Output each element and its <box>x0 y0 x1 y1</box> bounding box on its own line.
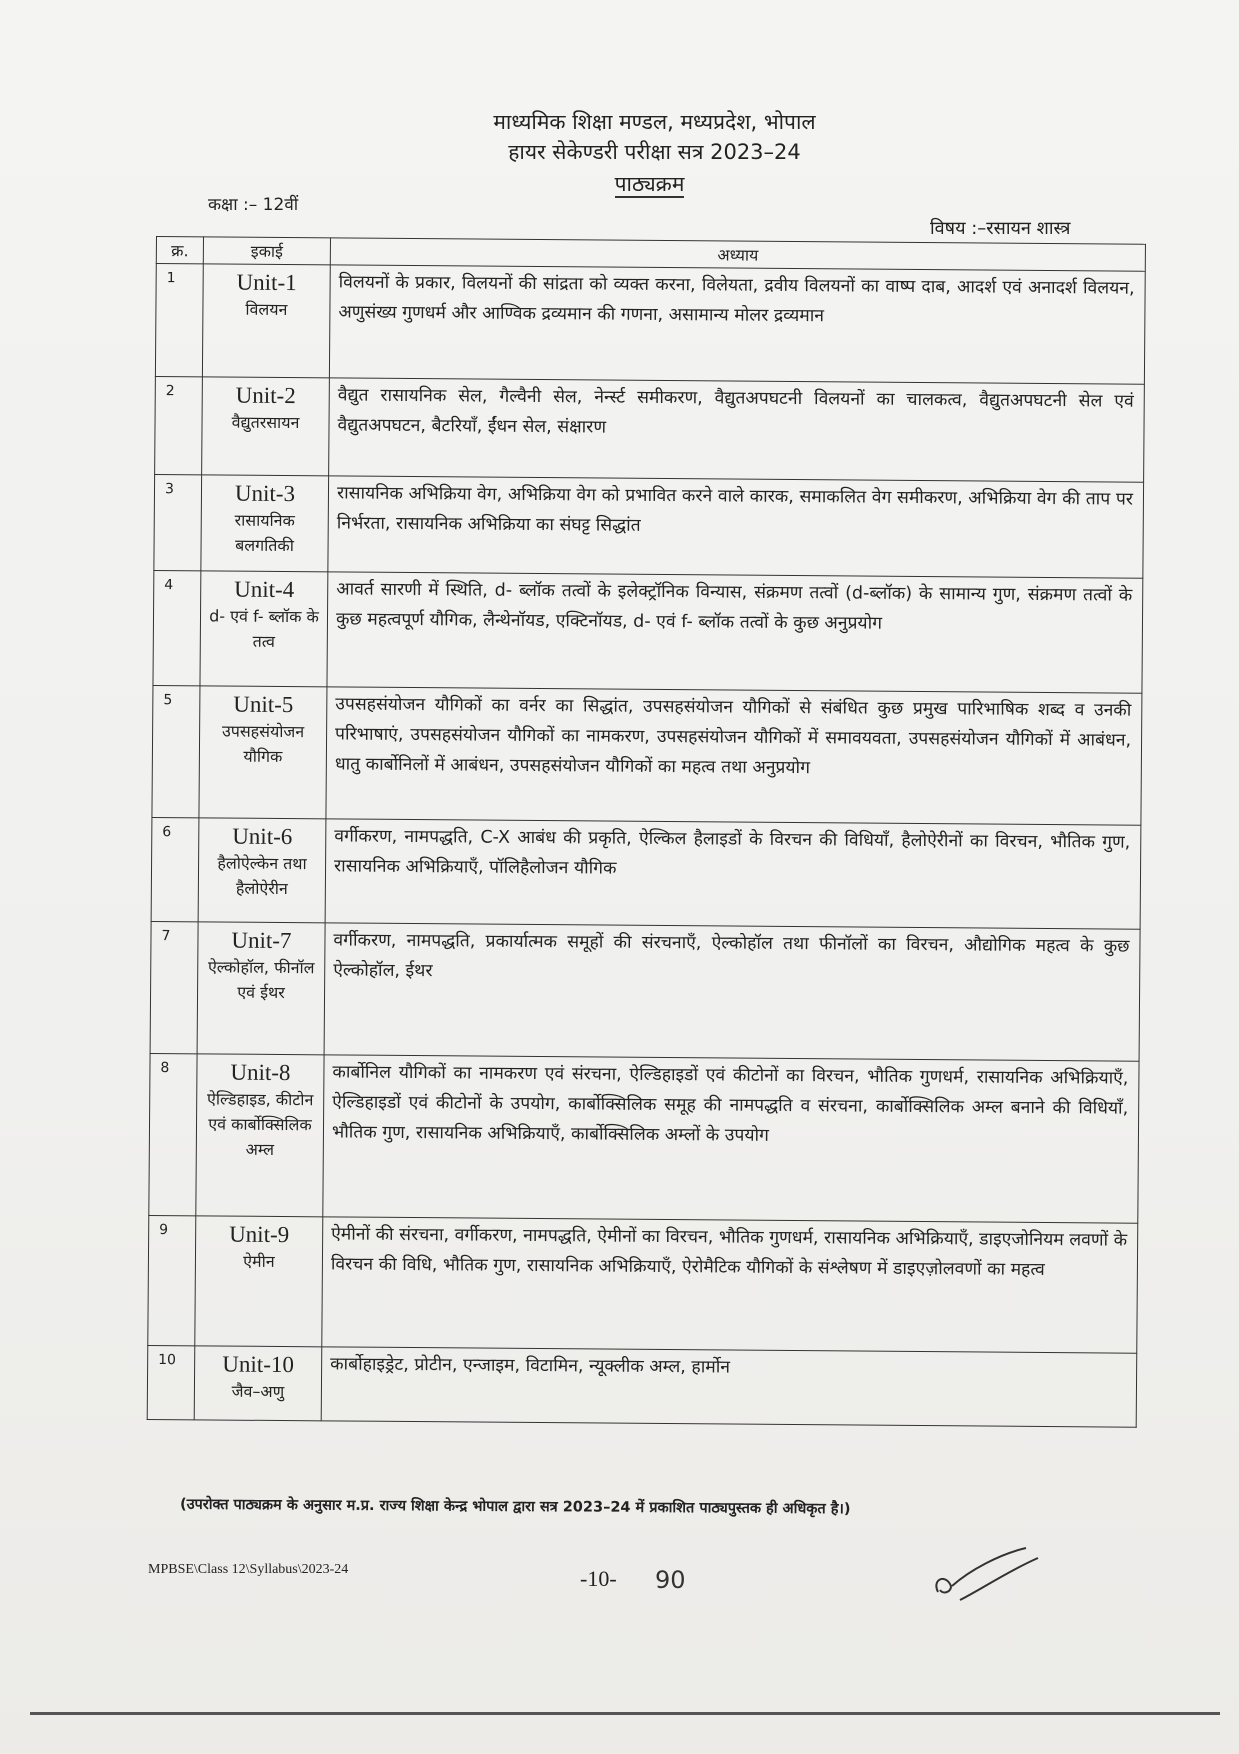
unit-name: जैव–अणु <box>231 1381 285 1402</box>
row-chapters: कार्बोनिल यौगिकों का नामकरण एवं संरचना, ऐल्डिहाइडों एवं कीटोनों का विरचन, भौतिक गुणधर्म, रासायनिक अभिक्रियाएँ, ऐल्डिहाइडों एवं कीटोनों के उपयोग, कार्बोक्सिलिक समूह की नामपद्धति व संरचना, कार्बोक्सिलिक अम्ल बनाने की विधियाँ, भौतिक गुण, रासायनिक अभिक्रियाएँ, कार्बोक्सिलिक अम्लों के उपयोग <box>323 1055 1139 1223</box>
table-row <box>147 1345 1137 1427</box>
row-chapters: रासायनिक अभिक्रिया वेग, अभिक्रिया वेग को प्रभावित करने वाले कारक, समाकलित वेग समीकरण, अभिक्रिया वेग की ताप पर निर्भरता, रासायनिक अभिक्रिया का संघट्ट सिद्धांत <box>328 476 1144 578</box>
subject-label: विषय :–रसायन शास्त्र <box>930 218 1071 239</box>
exam-session: हायर सेकेण्डरी परीक्षा सत्र 2023–24 <box>508 140 801 164</box>
syllabus-title-text: पाठ्यक्रम <box>614 172 685 196</box>
row-unit <box>196 1054 324 1217</box>
board-name: माध्यमिक शिक्षा मण्डल, मध्यप्रदेश, भोपाल <box>493 110 816 134</box>
unit-code: Unit-3 <box>234 480 296 507</box>
row-unit <box>194 1346 322 1421</box>
row-unit <box>200 571 328 687</box>
footer-note: (उपरोक्त पाठ्यक्रम के अनुसार म.प्र. राज्य शिक्षा केन्द्र भोपाल द्वारा सत्र 2023–24 में प्रकाशित पाठ्यपुस्तक ही अधिकृत है।) <box>179 1496 851 1518</box>
row-unit <box>199 686 327 819</box>
row-sn: 10 <box>147 1345 195 1419</box>
unit-name: रासायनिक बलगतिकी <box>234 510 295 556</box>
unit-name: ऐल्कोहॉल, फीनॉल एवं ईथर <box>207 957 315 1003</box>
row-unit <box>201 475 329 572</box>
row-chapters: उपसहसंयोजन यौगिकों का वर्नर का सिद्धांत, उपसहसंयोजन यौगिकों से संबंधित कुछ प्रमुख पारिभाषिक शब्द व उनकी परिभाषाएं, उपसहसंयोजन यौगिकों का नामकरण, उपसहसंयोजन यौगिकों में समावयवता, उपसहसंयोजन यौगिकों में आबंधन, धातु कार्बोनिलों में आबंधन, उपसहसंयोजन यौगिकों का महत्व तथा अनुप्रयोग <box>326 687 1142 825</box>
row-chapters: वैद्युत रासायनिक सेल, गैल्वैनी सेल, नेर्न्स्ट समीकरण, वैद्युतअपघटनी विलयनों का चालकत्व, वैद्युतअपघटनी सेल एवं वैद्युतअपघटन, बैटरियाँ, ईंधन सेल, संक्षारण <box>329 378 1145 482</box>
table-row <box>150 921 1140 1061</box>
handwritten-number: 90 <box>655 1566 686 1594</box>
row-chapters: ऐमीनों की संरचना, वर्गीकरण, नामपद्धति, ऐमीनों का विरचन, भौतिक गुणधर्म, रासायनिक अभिक्रियाएँ, डाइएजोनियम लवणों के विरचन की विधि, भौतिक गुण, रासायनिक अभिक्रियाएँ, ऐरोमैटिक यौगिकों के संश्लेषण में डाइएज़ोलवणों का महत्व <box>322 1217 1138 1353</box>
page-number: -10- <box>580 1566 617 1591</box>
syllabus-table <box>147 236 1146 1428</box>
table-row <box>153 570 1143 693</box>
row-sn: 4 <box>153 570 201 685</box>
unit-name: ऐल्डिहाइड, कीटोन एवं कार्बोक्सिलिक अम्ल <box>206 1089 314 1159</box>
unit-code: Unit-10 <box>222 1351 295 1378</box>
document-path: MPBSE\Class 12\Syllabus\2023-24 <box>148 1562 349 1577</box>
row-chapters: कार्बोहाइड्रेट, प्रोटीन, एन्जाइम, विटामिन, न्यूक्लीक अम्ल, हार्मोन <box>321 1347 1137 1427</box>
signature-icon <box>930 1540 1050 1610</box>
unit-name: उपसहसंयोजन यौगिक <box>221 721 305 767</box>
syllabus-title <box>0 170 1239 198</box>
unit-name: d- एवं f- ब्लॉक के तत्व <box>209 606 319 651</box>
row-sn: 9 <box>148 1215 196 1345</box>
header-unit: इकाई <box>203 237 330 265</box>
row-sn: 7 <box>150 921 198 1053</box>
table-row <box>148 1215 1138 1353</box>
unit-name: वैद्युतरसायन <box>231 412 300 433</box>
row-sn: 5 <box>152 685 200 817</box>
table-row <box>155 376 1145 482</box>
row-sn: 8 <box>149 1053 197 1215</box>
row-unit <box>198 818 326 923</box>
table-row <box>155 264 1145 385</box>
row-unit <box>202 377 330 476</box>
row-sn: 3 <box>154 474 202 570</box>
header-chapter: अध्याय <box>330 238 1145 271</box>
unit-code: Unit-9 <box>229 1221 290 1248</box>
unit-name: हैलोऐल्केन तथा हैलोऐरीन <box>217 853 307 899</box>
unit-code: Unit-1 <box>236 269 297 296</box>
bottom-border-line <box>30 1712 1220 1715</box>
table-row <box>149 1053 1139 1223</box>
unit-code: Unit-8 <box>230 1059 291 1086</box>
row-unit <box>197 922 325 1055</box>
row-sn: 2 <box>155 376 203 474</box>
header-sn: क्र. <box>156 237 203 264</box>
row-chapters: वर्गीकरण, नामपद्धति, प्रकार्यात्मक समूहों की संरचनाएँ, ऐल्कोहॉल तथा फीनॉलों का विरचन, औद्योगिक महत्व के कुछ ऐल्कोहॉल, ईथर <box>324 923 1140 1061</box>
row-chapters: विलयनों के प्रकार, विलयनों की सांद्रता को व्यक्त करना, विलेयता, द्रवीय विलयनों का वाष्प दाब, आदर्श एवं अनादर्श विलयन, अणुसंख्य गुणधर्म और आण्विक द्रव्यमान की गणना, असामान्य मोलर द्रव्यमान <box>329 265 1145 384</box>
unit-name: विलयन <box>245 299 288 320</box>
unit-code: Unit-7 <box>231 927 292 954</box>
unit-code: Unit-2 <box>235 382 296 409</box>
row-chapters: आवर्त सारणी में स्थिति, d- ब्लॉक तत्वों के इलेक्ट्रॉनिक विन्यास, संक्रमण तत्वों (d-ब्लॉक) के सामान्य गुण, संक्रमण तत्वों के कुछ महत्वपूर्ण यौगिक, लैन्थेनॉयड, एक्टिनॉयड, d- एवं f- ब्लॉक तत्वों के कुछ अनुप्रयोग <box>327 572 1143 693</box>
row-unit <box>195 1216 323 1347</box>
row-sn: 6 <box>151 817 199 921</box>
row-sn: 1 <box>155 264 203 377</box>
class-label: कक्षा :– 12वीं <box>208 195 299 215</box>
row-unit <box>202 264 330 378</box>
table-row <box>152 685 1142 825</box>
unit-code: Unit-5 <box>233 691 294 718</box>
table-row <box>154 474 1144 578</box>
row-chapters: वर्गीकरण, नामपद्धति, C-X आबंध की प्रकृति, ऐल्किल हैलाइडों के विरचन की विधियाँ, हैलोऐरीनों का विरचन, भौतिक गुण, रासायनिक अभिक्रियाएँ, पॉलिहैलोजन यौगिक <box>325 819 1141 929</box>
unit-code: Unit-4 <box>234 576 295 603</box>
unit-name: ऐमीन <box>243 1251 275 1271</box>
unit-code: Unit-6 <box>232 823 293 850</box>
table-row <box>151 817 1141 929</box>
